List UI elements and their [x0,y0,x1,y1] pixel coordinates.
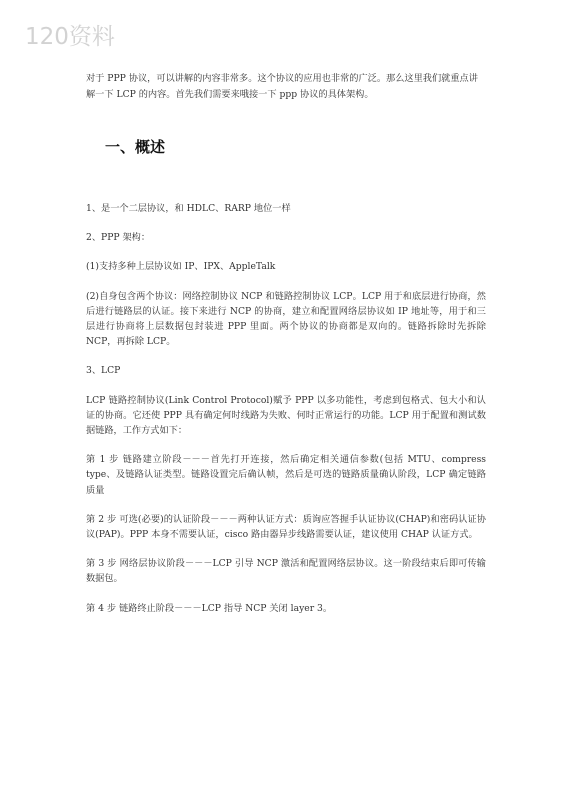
paragraph-step-3: 第 3 步 网络层协议阶段－－－LCP 引导 NCP 激活和配置网络层协议。这一阶段结束后即可传输数据包。 [86,558,486,585]
watermark-logo: 120资料 [25,24,115,50]
intro-paragraph: 对于 PPP 协议，可以讲解的内容非常多。这个协议的应用也非常的广泛。那么这里我们就重点讲解一下 LCP 的内容。首先我们需要来哦接一下 ppp 协议的具体架构。 [86,73,478,100]
paragraph-layer2: 1、是一个二层协议，和 HDLC、RARP 地位一样 [86,203,291,214]
paragraph-upper-protocols: (1)支持多种上层协议如 IP、IPX、AppleTalk [86,261,276,273]
paragraph-lcp-description: LCP 链路控制协议(Link Control Protocol)赋予 PPP 以多功能性，考虑到包格式、包大小和认证的协商。它还使 PPP 具有确定何时线路为失败、何时正常运行的功能。LCP 用于配置和测试数据链路，工作方式如下： [86,394,486,437]
paragraph-ncp-lcp: (2)自身包含两个协议：网络控制协议 NCP 和链路控制协议 LCP。LCP 用于和底层进行协商，然后进行链路层的认证。接下来进行 NCP 的协商，建立和配置网络层协议如 IP 地址等，用于和三层进行协商将上层数据包封装进 PPP 里面。两个协议的协商都是双向的。链路拆除时先拆除 NCP，再拆除 LCP。 [86,290,486,348]
section-heading: 一、概述 [105,138,166,156]
document-page [86,71,486,614]
paragraph-step-1: 第 1 步 链路建立阶段－－－首先打开连接，然后确定相关通信参数(包括 MTU、compress type、及链路认证类型。链路设置完后确认帧，然后是可选的链路质量确认阶段，LCP 确定链路质量 [86,454,486,496]
paragraph-step-2: 第 2 步 可选(必要)的认证阶段－－－两种认证方式：质询应答握手认证协议(CHAP)和密码认证协议(PAP)。PPP 本身不需要认证，cisco 路由器异步线路需要认证，建议使用 CHAP 认证方式。 [86,513,486,541]
paragraph-step-4: 第 4 步 链路终止阶段－－－LCP 指导 NCP 关闭 layer 3。 [86,602,333,614]
body-content [86,201,486,630]
paragraph-ppp-architecture: 2、PPP 架构： [86,232,151,244]
paragraph-lcp-heading: 3、LCP [86,365,121,377]
